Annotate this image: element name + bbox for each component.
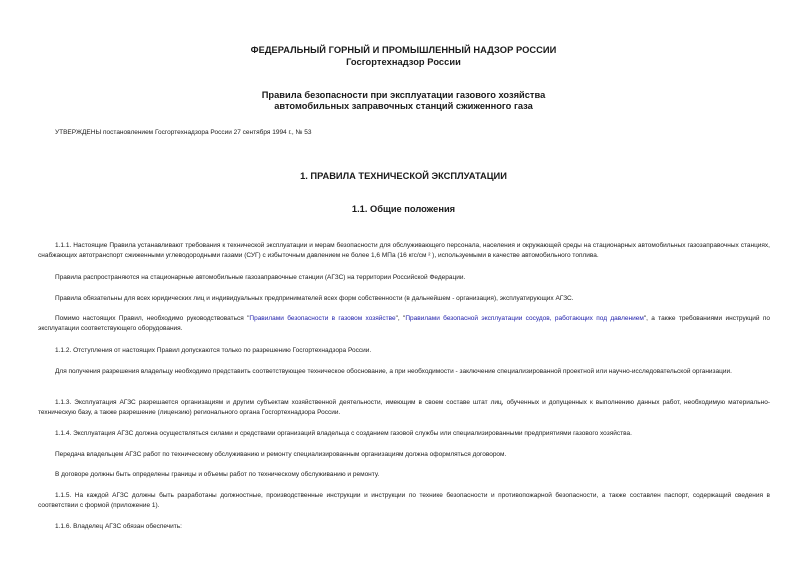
document-title-line2: автомобильных заправочных станций сжиженного газа [274,101,533,111]
paragraph-1-1-5: 1.1.5. На каждой АГЗС должны быть разработаны должностные, производственные инструкции и инструкции по технике безопасности и противопожарной безопасности, а также составлен паспорт, содержащий сведения в соответствии с формой (приложение 1). [38,492,770,509]
paragraph-permission: Для получения разрешения владельцу необходимо представить соответствующее техническое обоснование, а при необходимости - заключение специализированной проектной или научно-исследовательской организации. [55,368,732,375]
link-pressure-vessel-rules[interactable]: Правилами безопасной эксплуатации сосудов, работающих под давлением [405,315,644,322]
section-subtitle: 1.1. Общие положения [351,204,456,214]
link-gas-safety-rules[interactable]: Правилами безопасности в газовом хозяйстве [249,315,396,322]
paragraph-1-1-3: 1.1.3. Эксплуатация АГЗС разрешается организациям и другим субъектам хозяйственной деятельности, имеющим в своем составе штат лиц, обученных и допущенных к выполнению данных работ, необходимую материально-техническую базу, а также разрешение (лицензию) регионального органа Госгортехнадзора России. [38,399,770,416]
references-text-start: Помимо настоящих Правил, необходимо руководствоваться " [55,315,250,322]
paragraph-1-1-2: 1.1.2. Отступления от настоящих Правил допускаются только по разрешению Госгортехнадзора России. [55,347,372,354]
agency-heading: ФЕДЕРАЛЬНЫЙ ГОРНЫЙ И ПРОМЫШЛЕННЫЙ НАДЗОР РОССИИ [250,45,557,55]
approval-note: УТВЕРЖДЕНЫ постановлением Госгортехнадзора России 27 сентября 1994 г., № 53 [55,129,312,136]
section-title: 1. ПРАВИЛА ТЕХНИЧЕСКОЙ ЭКСПЛУАТАЦИИ [300,171,507,181]
paragraph-1-1-6: 1.1.6. Владелец АГЗС обязан обеспечить: [55,523,182,530]
paragraph-contract: Передача владельцем АГЗС работ по техническому обслуживанию и ремонту специализированным организациям должна оформляться договором. [55,451,507,458]
paragraph-scope: Правила распространяются на стационарные автомобильные газозаправочные станции (АГЗС) на территории Российской Федерации. [55,274,466,281]
paragraph-1-1-1: 1.1.1. Настоящие Правила устанавливают требования к технической эксплуатации и мерам безопасности для обслуживающего персонала, населения и окружающей среды на стационарных автомобильных газозаправочных станциях, снабжающих автотранспорт сжиженными углеводородными газами (СУГ) с избыточным давлением не более 1,6 МПа (16 кгс/см ² ), используемыми в качестве автомобильного топлива. [38,242,770,259]
paragraph-1-1-4: 1.1.4. Эксплуатация АГЗС должна осуществляться силами и средствами организаций владельца с созданием газовой службы или специализированными предприятиями газового хозяйства. [55,430,632,437]
references-text-mid: ", " [395,315,406,322]
paragraph-references [38,314,770,334]
document-title-line1: Правила безопасности при эксплуатации газового хозяйства [261,90,546,100]
agency-short-heading: Госгортехнадзор России [346,57,461,67]
paragraph-obligatory: Правила обязательны для всех юридических лиц и индивидуальных предпринимателей всех форм собственности (в дальнейшем - организация), эксплуатирующих АГЗС. [55,295,574,302]
paragraph-contract-scope: В договоре должны быть определены границы и объемы работ по техническому обслуживанию и ремонту. [55,471,380,478]
references-text-end: ", а также требованиями инструкций по эксплуатации соответствующего оборудования. [38,315,771,332]
